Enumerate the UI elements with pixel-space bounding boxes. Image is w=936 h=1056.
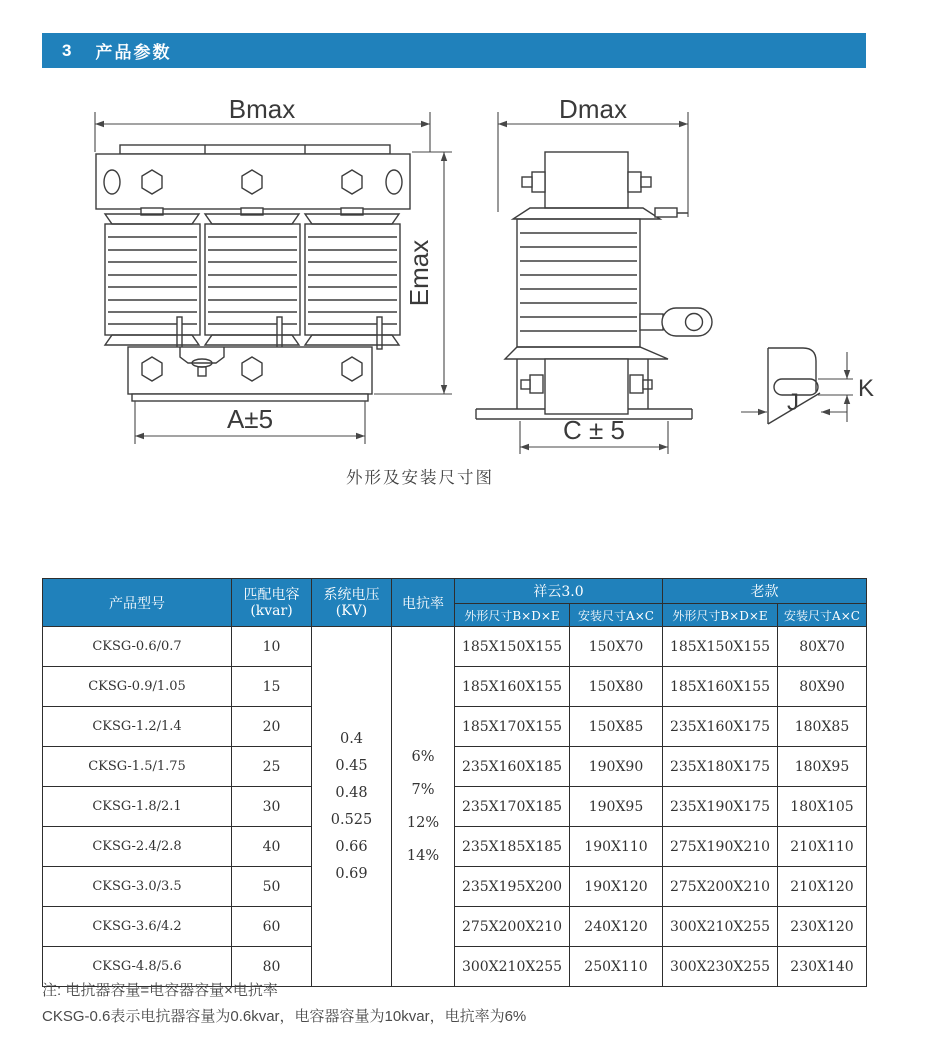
cell-xy-outline: 300X210X255 xyxy=(455,947,570,987)
voltage-value: 0.525 xyxy=(330,811,373,828)
voltage-value: 0.45 xyxy=(335,757,368,774)
cell-old-outline: 275X200X210 xyxy=(663,867,778,907)
col-header-model: 产品型号 xyxy=(43,579,232,627)
voltage-line1: 系统电压 xyxy=(323,586,380,603)
j-label: J xyxy=(787,389,799,416)
cell-old-outline: 300X210X255 xyxy=(663,907,778,947)
cell-xy-install: 150X70 xyxy=(570,627,663,667)
cell-old-install: 230X140 xyxy=(778,947,867,987)
dimension-c xyxy=(520,415,668,454)
cell-old-install: 210X120 xyxy=(778,867,867,907)
note-line-1: 注: 电抗器容量=电容器容量×电抗率 xyxy=(42,982,278,999)
cell-model: CKSG-0.6/0.7 xyxy=(43,627,232,667)
k-label: K xyxy=(858,375,875,402)
cell-old-outline: 275X190X210 xyxy=(663,827,778,867)
voltage-value: 0.69 xyxy=(335,865,368,882)
section-title: 产品参数 xyxy=(95,43,172,62)
cell-xy-install: 150X85 xyxy=(570,707,663,747)
cell-xy-outline: 275X200X210 xyxy=(455,907,570,947)
side-view xyxy=(476,94,712,454)
cell-kvar: 50 xyxy=(232,867,312,907)
table-row xyxy=(43,627,867,667)
cell-kvar: 20 xyxy=(232,707,312,747)
cell-xy-install: 150X80 xyxy=(570,667,663,707)
cell-xy-outline: 185X160X155 xyxy=(455,667,570,707)
col-header-voltage xyxy=(312,579,392,627)
cell-old-outline: 235X180X175 xyxy=(663,747,778,787)
bracket-detail xyxy=(741,348,874,424)
col-header-xy-install: 安装尺寸A×C xyxy=(570,604,663,627)
cell-old-install: 180X95 xyxy=(778,747,867,787)
cell-old-install: 210X110 xyxy=(778,827,867,867)
cell-old-outline: 185X160X155 xyxy=(663,667,778,707)
cell-voltage-merged xyxy=(312,627,392,987)
cell-xy-outline: 235X195X200 xyxy=(455,867,570,907)
cell-model: CKSG-1.8/2.1 xyxy=(43,787,232,827)
cell-kvar: 40 xyxy=(232,827,312,867)
table-row xyxy=(43,667,867,707)
group-header-old: 老款 xyxy=(663,579,867,604)
cell-model: CKSG-4.8/5.6 xyxy=(43,947,232,987)
cell-reactance-merged xyxy=(392,627,455,987)
table-row xyxy=(43,907,867,947)
cell-xy-install: 190X110 xyxy=(570,827,663,867)
cell-old-outline: 185X150X155 xyxy=(663,627,778,667)
voltage-value: 0.66 xyxy=(335,838,368,855)
table-row xyxy=(43,747,867,787)
cell-old-outline: 300X230X255 xyxy=(663,947,778,987)
dimension-j xyxy=(741,389,847,416)
voltage-line2: (KV) xyxy=(335,602,368,619)
c-label: C ± 5 xyxy=(563,415,625,445)
col-header-capacitance xyxy=(232,579,312,627)
terminal-lug xyxy=(640,308,712,336)
cell-xy-install: 250X110 xyxy=(570,947,663,987)
front-view xyxy=(95,94,452,444)
dimension-a xyxy=(135,401,365,444)
cell-kvar: 80 xyxy=(232,947,312,987)
cell-kvar: 60 xyxy=(232,907,312,947)
cell-old-outline: 235X190X175 xyxy=(663,787,778,827)
table-row xyxy=(43,787,867,827)
cell-old-install: 180X105 xyxy=(778,787,867,827)
cell-model: CKSG-1.5/1.75 xyxy=(43,747,232,787)
a-label: A±5 xyxy=(226,404,274,434)
group-header-xiangyun: 祥云3.0 xyxy=(455,579,663,604)
table-row xyxy=(43,827,867,867)
capacitance-line2: (kvar) xyxy=(250,602,293,619)
section-number: 3 xyxy=(62,40,72,60)
cell-xy-install: 190X90 xyxy=(570,747,663,787)
reactance-value: 6% xyxy=(411,748,435,765)
cell-kvar: 30 xyxy=(232,787,312,827)
cell-model: CKSG-1.2/1.4 xyxy=(43,707,232,747)
cell-xy-install: 190X95 xyxy=(570,787,663,827)
footnotes xyxy=(42,978,526,1030)
cell-old-install: 80X90 xyxy=(778,667,867,707)
drawings-svg xyxy=(0,92,936,462)
cell-model: CKSG-3.0/3.5 xyxy=(43,867,232,907)
emax-label: Emax xyxy=(404,239,434,307)
cell-old-install: 180X85 xyxy=(778,707,867,747)
voltage-value: 0.48 xyxy=(335,784,368,801)
dimension-bmax xyxy=(95,94,430,152)
reactance-value: 14% xyxy=(406,847,440,864)
table-row xyxy=(43,867,867,907)
dimension-drawings xyxy=(0,92,936,462)
col-header-old-outline: 外形尺寸B×D×E xyxy=(663,604,778,627)
cell-old-outline: 235X160X175 xyxy=(663,707,778,747)
col-header-xy-outline: 外形尺寸B×D×E xyxy=(455,604,570,627)
cell-kvar: 10 xyxy=(232,627,312,667)
cell-xy-outline: 185X170X155 xyxy=(455,707,570,747)
reactance-value: 12% xyxy=(406,814,440,831)
cell-model: CKSG-2.4/2.8 xyxy=(43,827,232,867)
cell-kvar: 15 xyxy=(232,667,312,707)
capacitance-line1: 匹配电容 xyxy=(243,586,300,603)
figure-caption: 外形及安装尺寸图 xyxy=(346,468,494,487)
cell-kvar: 25 xyxy=(232,747,312,787)
cell-xy-install: 190X120 xyxy=(570,867,663,907)
cell-xy-outline: 235X170X185 xyxy=(455,787,570,827)
reactance-value: 7% xyxy=(411,781,435,798)
col-header-old-install: 安装尺寸A×C xyxy=(778,604,867,627)
cell-old-install: 80X70 xyxy=(778,627,867,667)
cell-xy-outline: 185X150X155 xyxy=(455,627,570,667)
cell-xy-outline: 235X185X185 xyxy=(455,827,570,867)
cell-model: CKSG-3.6/4.2 xyxy=(43,907,232,947)
col-header-reactance: 电抗率 xyxy=(392,579,455,627)
table-row xyxy=(43,707,867,747)
cell-old-install: 230X120 xyxy=(778,907,867,947)
bmax-label: Bmax xyxy=(228,94,296,124)
note-line-2: CKSG-0.6表示电抗器容量为0.6kvar，电容器容量为10kvar，电抗率为6% xyxy=(42,1008,527,1025)
coil-stacks xyxy=(105,208,400,349)
voltage-value: 0.4 xyxy=(339,730,364,747)
spec-table xyxy=(42,578,867,987)
dmax-label: Dmax xyxy=(559,94,627,124)
cell-xy-install: 240X120 xyxy=(570,907,663,947)
cell-xy-outline: 235X160X185 xyxy=(455,747,570,787)
cell-model: CKSG-0.9/1.05 xyxy=(43,667,232,707)
section-heading xyxy=(42,33,866,68)
